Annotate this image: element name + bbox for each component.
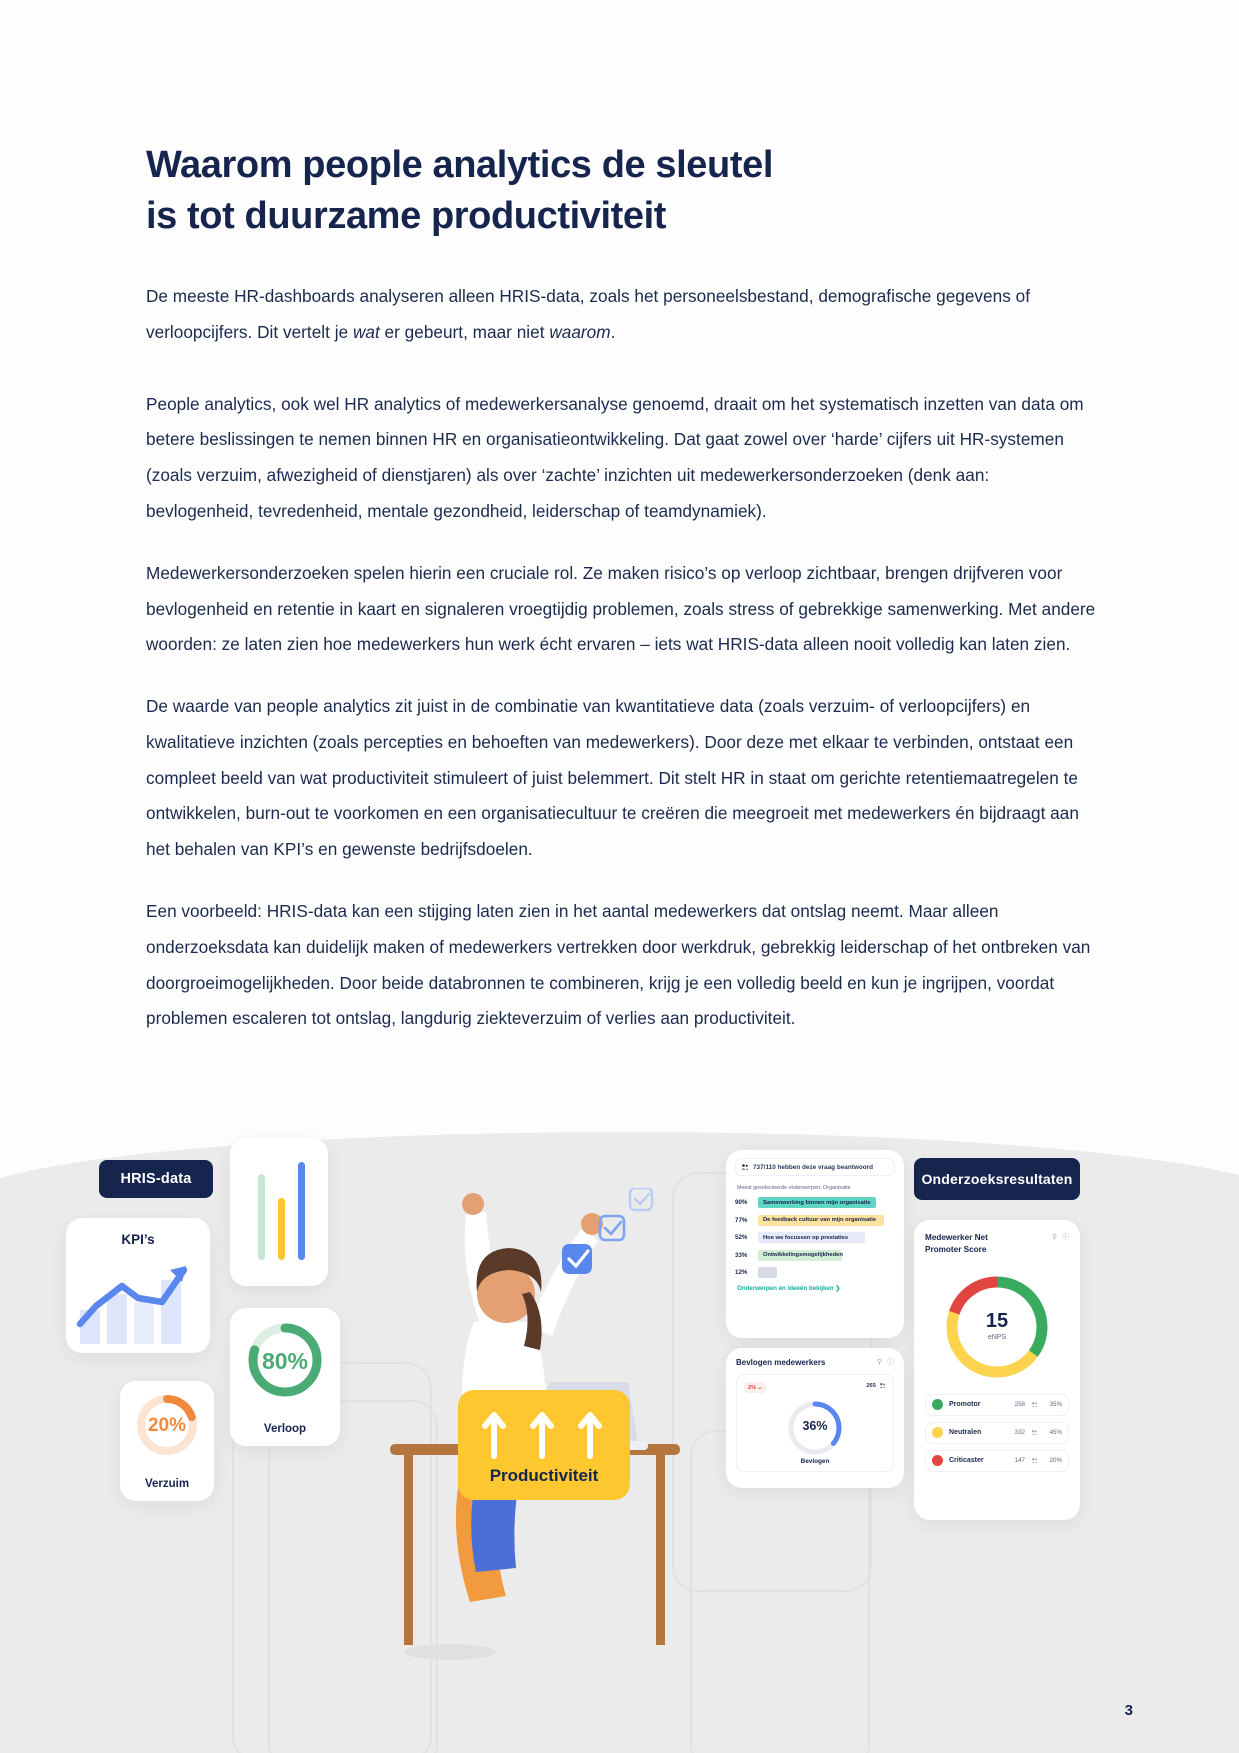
info-icon[interactable]: ⓘ bbox=[1062, 1234, 1069, 1241]
intro-part-c: . bbox=[610, 321, 616, 342]
survey-row-label: Ontwikkelingsmogelijkheden bbox=[763, 1252, 843, 1258]
kpi-card[interactable] bbox=[66, 1218, 210, 1353]
bevlogen-value: 36% bbox=[802, 1419, 828, 1433]
bar-chart-card[interactable] bbox=[230, 1138, 328, 1286]
people-icon bbox=[741, 1163, 749, 1171]
pin-icon[interactable]: ⚲ bbox=[1051, 1234, 1057, 1241]
enps-title-line-1: Medewerker Net bbox=[925, 1233, 988, 1242]
enps-legend-row-criticaster[interactable] bbox=[925, 1450, 1069, 1472]
survey-row[interactable] bbox=[735, 1267, 895, 1278]
info-icon[interactable]: ⓘ bbox=[887, 1359, 894, 1366]
intro-emphasis-waarom: waarom bbox=[549, 321, 611, 342]
pin-icon[interactable]: ⚲ bbox=[876, 1359, 882, 1366]
survey-subtitle: Meest geselecteerde onderwerpen: Organisatie bbox=[737, 1185, 851, 1191]
people-icon bbox=[1031, 1429, 1038, 1436]
survey-row[interactable] bbox=[735, 1197, 895, 1208]
survey-row-pct: 77% bbox=[735, 1216, 748, 1224]
title-line-2: is tot duurzame productiviteit bbox=[146, 194, 667, 237]
enps-legend-pct: 35% bbox=[1049, 1401, 1062, 1409]
enps-legend-count: 332 bbox=[1014, 1429, 1025, 1437]
enps-card-title bbox=[925, 1232, 988, 1256]
bevlogen-count-chip bbox=[866, 1382, 886, 1389]
page-number: 3 bbox=[1124, 1702, 1133, 1719]
survey-row-pct: 52% bbox=[735, 1234, 748, 1241]
paragraph-5: Een voorbeeld: HRIS-data kan een stijging laten zien in het aantal medewerkers dat ontslag neemt. Maar alleen onderzoeksdata kan duidelijk maken of medewerkers vertrekken door werkdruk, gebrekkig leiderschap of het ontbreken van doorgroeimogelijkheden. Door beide databronnen te combineren, krijg je een volledig beeld en kun je ingrijpen, voordat problemen escaleren tot ontslag, langdurig ziekteverzuim of verlies aan productiviteit. bbox=[146, 901, 1091, 1029]
survey-view-link[interactable]: Onderwerpen en ideeën bekijken ❯ bbox=[737, 1285, 841, 1292]
intro-emphasis-wat: wat bbox=[352, 321, 380, 342]
enps-legend-row-neutralen[interactable] bbox=[925, 1422, 1069, 1444]
bar-1 bbox=[258, 1174, 265, 1260]
enps-legend-pct: 45% bbox=[1049, 1429, 1062, 1437]
enps-legend-label: Promotor bbox=[949, 1401, 981, 1409]
bevlogen-delta-chip: 2% ⌄ bbox=[744, 1382, 766, 1393]
survey-row[interactable] bbox=[735, 1250, 895, 1261]
verzuim-card[interactable] bbox=[120, 1381, 214, 1501]
bevlogen-count-value: 265 bbox=[866, 1382, 876, 1389]
verzuim-value: 20% bbox=[147, 1415, 187, 1436]
up-arrows-icon bbox=[480, 1406, 608, 1460]
verloop-value: 80% bbox=[261, 1348, 309, 1374]
verloop-label: Verloop bbox=[263, 1423, 307, 1435]
survey-topics-card[interactable] bbox=[726, 1150, 904, 1338]
intro-part-a: De meeste HR-dashboards analyseren alleen HRIS-data, zoals het personeelsbestand, demografische gegevens of verloopcijfers. Dit vertelt je bbox=[146, 286, 1030, 342]
people-icon bbox=[1031, 1401, 1038, 1408]
enps-legend-row-promotor[interactable] bbox=[925, 1394, 1069, 1416]
productiviteit-label: Productiviteit bbox=[489, 1466, 599, 1485]
paragraph-4: De waarde van people analytics zit juist in de combinatie van kwantitatieve data (zoals verzuim- of verloopcijfers) en kwalitatieve inzichten (zoals percepties en behoeften van medewerkers). Door deze met elkaar te verbinden, ontstaat een compleet beeld van wat productiviteit stimuleert of juist belemmert. Dit stelt HR in staat om gerichte retentiemaatregelen te ontwikkelen, burn-out te voorkomen en een organisatiecultuur te creëren die meegroeit met medewerkers én bijdraagt aan het behalen van KPI’s en gewenste bedrijfsdoelen. bbox=[146, 696, 1079, 860]
paragraph-intro bbox=[146, 279, 1096, 351]
survey-row-bar bbox=[758, 1250, 842, 1261]
bevlogen-card-title: Bevlogen medewerkers bbox=[736, 1357, 826, 1367]
onderzoeksresultaten-badge[interactable]: Onderzoeksresultaten bbox=[914, 1158, 1080, 1200]
enps-legend-pct: 20% bbox=[1049, 1457, 1062, 1465]
illustration-band bbox=[0, 1100, 1239, 1753]
kpi-trend-chart bbox=[74, 1252, 202, 1344]
enps-score-label: eNPS bbox=[987, 1333, 1007, 1341]
survey-row-label: De feedback cultuur van mijn organisatie bbox=[763, 1217, 877, 1223]
verzuim-label: Verzuim bbox=[144, 1478, 190, 1490]
hris-data-badge[interactable]: HRIS-data bbox=[99, 1160, 213, 1198]
enps-title-line-2: Promoter Score bbox=[925, 1244, 987, 1254]
bevlogen-medewerkers-card[interactable] bbox=[726, 1348, 904, 1488]
survey-row-bar bbox=[758, 1215, 884, 1226]
survey-row-pct: 90% bbox=[735, 1199, 748, 1206]
bar-3 bbox=[298, 1162, 305, 1260]
survey-row-bar bbox=[758, 1232, 865, 1243]
survey-row-bar bbox=[758, 1197, 876, 1208]
smiley-happy-icon bbox=[932, 1399, 943, 1410]
respondents-pill bbox=[735, 1158, 895, 1176]
smiley-neutral-icon bbox=[932, 1427, 943, 1438]
survey-row-pct: 33% bbox=[735, 1251, 748, 1259]
enps-card-header bbox=[925, 1232, 1069, 1256]
enps-card[interactable] bbox=[914, 1220, 1080, 1520]
kpi-card-label: KPI’s bbox=[121, 1232, 155, 1247]
paragraph-2: People analytics, ook wel HR analytics of medewerkersanalyse genoemd, draait om het systematisch inzetten van data om betere beslissingen te nemen binnen HR en organisatieontwikkeling. Dat gaat zowel over ‘harde’ cijfers uit HR-systemen (zoals verzuim, afwezigheid of dienstjaren) als over ‘zachte’ inzichten uit medewerkersonderzoeken (denk aan: bevlogenheid, tevredenheid, mentale gezondheid, leiderschap of teamdynamiek). bbox=[146, 393, 1084, 521]
respondents-text: 737/110 hebben deze vraag beantwoord bbox=[753, 1163, 874, 1171]
survey-row-bar bbox=[758, 1267, 777, 1278]
enps-legend-label: Neutralen bbox=[949, 1429, 982, 1437]
bevlogen-card-header bbox=[736, 1357, 894, 1367]
bevlogen-chart-area bbox=[736, 1374, 894, 1472]
page-title bbox=[146, 140, 1096, 241]
title-line-1: Waarom people analytics de sleutel bbox=[146, 144, 773, 186]
enps-chart-area bbox=[925, 1268, 1069, 1388]
people-icon bbox=[879, 1382, 886, 1389]
survey-row-pct: 12% bbox=[735, 1269, 748, 1276]
paragraph-3: Medewerkersonderzoeken spelen hierin een cruciale rol. Ze maken risico’s op verloop zichtbaar, brengen drijfveren voor bevlogenheid en retentie in kaart en signaleren vroegtijdig problemen, zoals stress of gebrekkige samenwerking. Met andere woorden: ze laten zien hoe medewerkers hun werk écht ervaren – iets wat HRIS-data alleen nooit volledig kan laten zien. bbox=[146, 562, 1096, 655]
bevlogen-chart-label: Bevlogen bbox=[800, 1458, 830, 1465]
productiviteit-badge[interactable] bbox=[458, 1390, 630, 1500]
smiley-sad-icon bbox=[932, 1455, 943, 1466]
enps-score: 15 bbox=[985, 1309, 1009, 1332]
intro-part-b: er gebeurt, maar niet bbox=[379, 321, 550, 342]
survey-row-label: Hoe we focussen op prestaties bbox=[763, 1234, 849, 1241]
bar-2 bbox=[278, 1198, 285, 1260]
enps-legend-label: Criticaster bbox=[949, 1457, 984, 1465]
verloop-card[interactable] bbox=[230, 1308, 340, 1446]
enps-legend-count: 258 bbox=[1014, 1401, 1025, 1409]
enps-legend-count: 147 bbox=[1014, 1457, 1025, 1465]
survey-row-label: Samenwerking binnen mijn organisatie bbox=[763, 1199, 871, 1206]
survey-row[interactable] bbox=[735, 1232, 895, 1243]
people-icon bbox=[1031, 1457, 1038, 1464]
survey-row[interactable] bbox=[735, 1215, 895, 1226]
article-content bbox=[146, 140, 1096, 1063]
checkbox-decorations bbox=[560, 1188, 660, 1280]
